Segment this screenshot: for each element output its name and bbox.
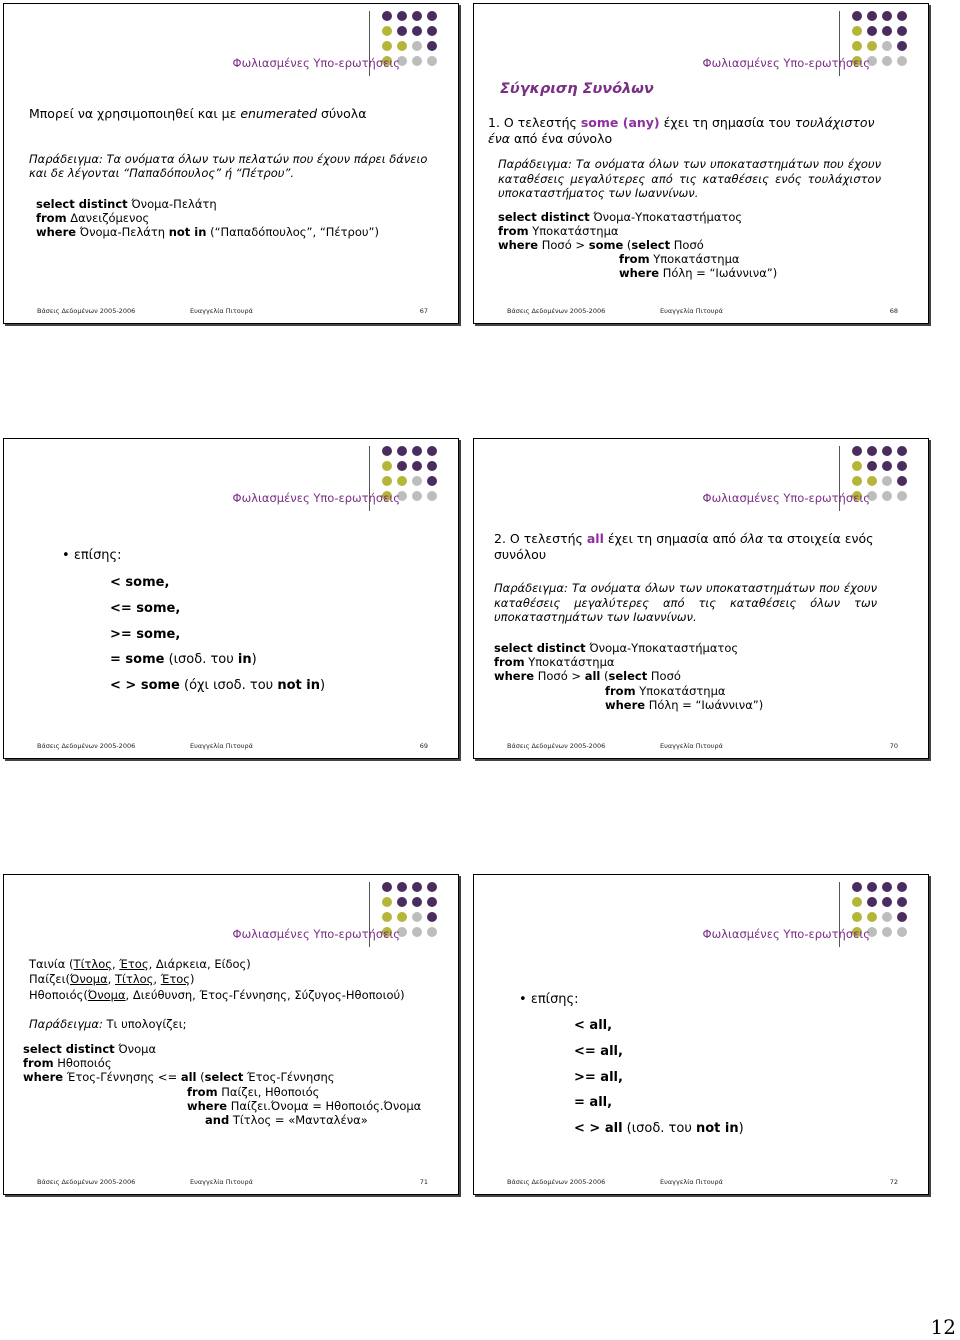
decorative-dot	[412, 11, 422, 21]
decorative-dot	[412, 476, 422, 486]
slide-number: 72	[889, 1178, 898, 1186]
query-line-3: where Έτος-Γέννησης <= all (select Έτος-Γέννησης	[23, 1070, 335, 1084]
slide-71	[3, 874, 459, 1195]
decorative-dot	[852, 912, 862, 922]
decorative-dot	[427, 461, 437, 471]
decorative-dot	[427, 897, 437, 907]
decorative-dot	[382, 41, 392, 51]
query-line-4: from Υποκατάστημα	[605, 684, 726, 698]
decorative-dot	[397, 882, 407, 892]
decorative-dot	[852, 476, 862, 486]
decorative-dot	[427, 56, 437, 66]
slide-68	[473, 3, 929, 324]
decorative-dot	[897, 927, 907, 937]
bullet-line: • επίσης:	[519, 992, 579, 1007]
slide-69	[3, 438, 459, 759]
decorative-dot	[882, 446, 892, 456]
list-item: < > all (ισοδ. του not in)	[574, 1121, 744, 1136]
decorative-dot	[412, 927, 422, 937]
example-line-1: Παράδειγμα: Τα ονόματα όλων των πελατών που έχουν πάρει δάνειο	[29, 152, 428, 166]
slide-70	[473, 438, 929, 759]
decorative-dot	[397, 461, 407, 471]
query-line-5: where Πόλη = “Ιωάννινα”)	[605, 698, 764, 712]
slide-footer: Βάσεις Δεδομένων 2005-2006 Ευαγγελία Πιτουρά 71	[37, 1178, 428, 1186]
example-line: Παράδειγμα: Τι υπολογίζει;	[29, 1017, 187, 1031]
decorative-dot	[412, 446, 422, 456]
list-item: <= some,	[110, 601, 181, 616]
decorative-dot	[397, 11, 407, 21]
decorative-dot	[382, 11, 392, 21]
slide-number: 71	[419, 1178, 428, 1186]
query-line-2: from Ηθοποιός	[23, 1056, 112, 1070]
list-item: <= all,	[574, 1044, 623, 1059]
slide-header: Φωλιασμένες Υπο-ερωτήσεις	[702, 56, 870, 70]
decorative-dot	[867, 41, 877, 51]
list-item: < some,	[110, 575, 170, 590]
decorative-dot	[852, 11, 862, 21]
query-line-2: from Υποκατάστημα	[494, 655, 615, 669]
decorative-dot	[427, 476, 437, 486]
list-item: >= all,	[574, 1070, 623, 1085]
decorative-dot	[897, 41, 907, 51]
decorative-dot	[897, 11, 907, 21]
decorative-dot	[382, 897, 392, 907]
list-item: = some (ισοδ. του in)	[110, 652, 257, 667]
slide-footer: Βάσεις Δεδομένων 2005-2006 Ευαγγελία Πιτουρά 70	[507, 742, 898, 750]
list-item: < > some (όχι ισοδ. του not in)	[110, 678, 326, 693]
decorative-dot	[867, 897, 877, 907]
operator-line-2: ένα από ένα σύνολο	[488, 131, 613, 146]
decorative-dot	[867, 446, 877, 456]
example-text: Παράδειγμα: Τα ονόματα όλων των υποκαταστημάτων που έχουν καταθέσεις μεγαλύτερες από τις καταθέσεις ενός τουλάχιστον υποκαταστήματος των Ιωαννίνων.	[498, 157, 881, 200]
decorative-dot	[882, 882, 892, 892]
decorative-dot	[852, 26, 862, 36]
slide-header: Φωλιασμένες Υπο-ερωτήσεις	[232, 491, 400, 505]
slide-footer: Βάσεις Δεδομένων 2005-2006 Ευαγγελία Πιτουρά 72	[507, 1178, 898, 1186]
decorative-dot	[427, 26, 437, 36]
decorative-dot	[882, 26, 892, 36]
decorative-dot	[382, 446, 392, 456]
query-line-4: from Υποκατάστημα	[619, 252, 740, 266]
decorative-dot	[897, 461, 907, 471]
operator-line-1: 2. Ο τελεστής all έχει τη σημασία από όλα τα στοιχεία ενός	[494, 531, 874, 546]
query-line-5: where Πόλη = “Ιωάννινα”)	[619, 266, 778, 280]
query-line-1: select distinct Όνομα	[23, 1042, 157, 1056]
decorative-dot	[427, 927, 437, 937]
list-item: = all,	[574, 1095, 613, 1110]
query-line-3: where Ποσό > all (select Ποσό	[494, 669, 681, 683]
decorative-dot	[382, 461, 392, 471]
slide-title: Σύγκριση Συνόλων	[500, 81, 654, 97]
decorative-dot	[427, 912, 437, 922]
decorative-dot	[427, 11, 437, 21]
decorative-dot	[427, 882, 437, 892]
query-line-4: from Παίζει, Ηθοποιός	[187, 1085, 320, 1099]
decorative-dot	[867, 912, 877, 922]
decorative-dot	[852, 461, 862, 471]
decorative-dot	[867, 476, 877, 486]
example-text: Παράδειγμα: Τα ονόματα όλων των υποκαταστημάτων που έχουν καταθέσεις μεγαλύτερες από τις καταθέσεις όλων των υποκαταστημάτων των Ιωαννίνων.	[494, 581, 877, 624]
decorative-dot	[382, 912, 392, 922]
decorative-dot	[427, 41, 437, 51]
query-line-6: and Τίτλος = «Μανταλένα»	[205, 1113, 368, 1127]
slide-number: 69	[419, 742, 428, 750]
decorative-dot	[852, 882, 862, 892]
query-line-1: select distinct Όνομα-Υποκαταστήματος	[494, 641, 739, 655]
slide-number: 68	[889, 307, 898, 315]
slide-footer: Βάσεις Δεδομένων 2005-2006 Ευαγγελία Πιτουρά 68	[507, 307, 898, 315]
list-item: >= some,	[110, 627, 181, 642]
slide-number: 67	[419, 307, 428, 315]
decorative-dot	[882, 491, 892, 501]
decorative-dot	[867, 11, 877, 21]
decorative-dot	[397, 26, 407, 36]
decorative-dot	[397, 41, 407, 51]
bullet-line: • επίσης:	[62, 548, 122, 563]
decorative-dot	[897, 882, 907, 892]
schema-line-1: Ταινία (Τίτλος, Έτος, Διάρκεια, Είδος)	[29, 957, 251, 971]
slide-header: Φωλιασμένες Υπο-ερωτήσεις	[232, 927, 400, 941]
intro-line: Μπορεί να χρησιμοποιηθεί και με enumerated σύνολα	[29, 106, 367, 121]
slide-header: Φωλιασμένες Υπο-ερωτήσεις	[702, 927, 870, 941]
query-line-1: select distinct Όνομα-Υποκαταστήματος	[498, 210, 743, 224]
decorative-dot	[412, 41, 422, 51]
decorative-dot	[427, 446, 437, 456]
query-line-2: from Δανειζόμενος	[36, 211, 150, 225]
decorative-dot	[397, 897, 407, 907]
operator-line-2: συνόλου	[494, 547, 547, 562]
decorative-dot	[412, 26, 422, 36]
decorative-dot	[412, 897, 422, 907]
query-line-5: where Παίζει.Όνομα = Ηθοποιός.Όνομα	[187, 1099, 422, 1113]
decorative-dot	[412, 912, 422, 922]
decorative-dot	[382, 26, 392, 36]
decorative-dot	[867, 26, 877, 36]
list-item: < all,	[574, 1018, 613, 1033]
query-line-1: select distinct Όνομα-Πελάτη	[36, 197, 217, 211]
decorative-dot	[897, 476, 907, 486]
decorative-dot	[867, 882, 877, 892]
decorative-dot	[852, 446, 862, 456]
page-number: 12	[930, 1315, 956, 1339]
decorative-dot	[897, 446, 907, 456]
decorative-dot	[412, 882, 422, 892]
decorative-dot	[882, 41, 892, 51]
schema-line-2: Παίζει(Όνομα, Τίτλος, Έτος)	[29, 972, 195, 986]
decorative-dot	[897, 26, 907, 36]
query-line-3: where Ποσό > some (select Ποσό	[498, 238, 704, 252]
decorative-dot	[412, 461, 422, 471]
decorative-dot	[882, 461, 892, 471]
decorative-dot	[867, 461, 877, 471]
decorative-dot	[852, 41, 862, 51]
decorative-dot	[382, 476, 392, 486]
decorative-dot	[397, 476, 407, 486]
decorative-dot	[882, 11, 892, 21]
decorative-dot	[412, 491, 422, 501]
decorative-dot	[852, 897, 862, 907]
decorative-dot	[897, 491, 907, 501]
decorative-dot	[897, 912, 907, 922]
slide-number: 70	[889, 742, 898, 750]
query-line-2: from Υποκατάστημα	[498, 224, 619, 238]
decorative-dot	[897, 897, 907, 907]
decorative-dot	[882, 56, 892, 66]
decorative-dot	[397, 912, 407, 922]
decorative-dot	[897, 56, 907, 66]
decorative-dot	[882, 912, 892, 922]
query-line-3: where Όνομα-Πελάτη not in (“Παπαδόπουλος”, “Πέτρου”)	[36, 225, 379, 239]
slide-footer: Βάσεις Δεδομένων 2005-2006 Ευαγγελία Πιτουρά 69	[37, 742, 428, 750]
schema-line-3: Ηθοποιός(Όνομα, Διεύθυνση, Έτος-Γέννησης, Σύζυγος-Ηθοποιού)	[29, 988, 405, 1002]
slide-67	[3, 3, 459, 324]
decorative-dot	[427, 491, 437, 501]
decorative-dot	[882, 476, 892, 486]
slide-72	[473, 874, 929, 1195]
slide-header: Φωλιασμένες Υπο-ερωτήσεις	[232, 56, 400, 70]
decorative-dot	[882, 897, 892, 907]
decorative-dot	[412, 56, 422, 66]
decorative-dot	[882, 927, 892, 937]
operator-line-1: 1. Ο τελεστής some (any) έχει τη σημασία του τουλάχιστον	[488, 115, 875, 130]
decorative-dot	[397, 446, 407, 456]
example-line-2: και δε λέγονται “Παπαδόπουλος” ή “Πέτρου”.	[29, 166, 295, 180]
decorative-dot	[382, 882, 392, 892]
slide-header: Φωλιασμένες Υπο-ερωτήσεις	[702, 491, 870, 505]
slide-footer: Βάσεις Δεδομένων 2005-2006 Ευαγγελία Πιτουρά 67	[37, 307, 428, 315]
